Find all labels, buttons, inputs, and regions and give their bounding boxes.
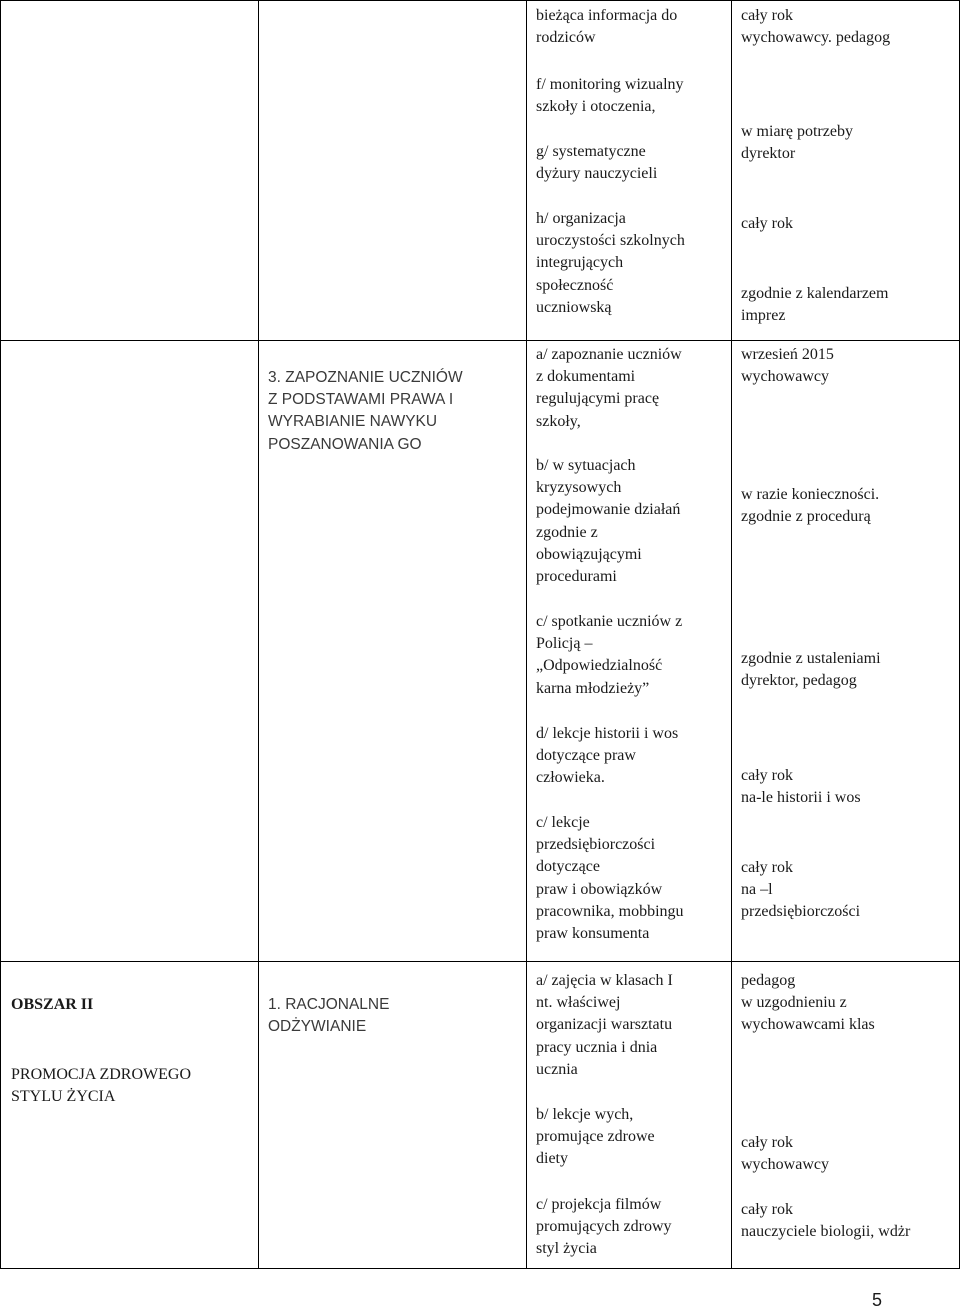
row3-activity-1: b/ lekcje wych, promujące zdrowe diety (536, 1106, 655, 1168)
row1-term-1: w miarę potrzeby dyrektor (741, 123, 853, 163)
row3-activity-2: c/ projekcja filmów promujących zdrowy styl życia (536, 1196, 672, 1258)
row1-term-3: zgodnie z kalendarzem imprez (741, 285, 889, 325)
row2-term-1: w razie konieczności. zgodnie z procedurą (741, 486, 880, 526)
row-border-top (0, 0, 960, 1)
row1-term-2: cały rok (741, 215, 793, 232)
row2-activity-0: a/ zapoznanie uczniów z dokumentami regulującymi pracę szkoły, (536, 346, 682, 430)
row2-term-2: zgodnie z ustaleniami dyrektor, pedagog (741, 650, 881, 690)
col-border-left (0, 0, 1, 1269)
row2-activity-1: b/ w sytuacjach kryzysowych podejmowanie działań zgodnie z obowiązującymi procedurami (536, 457, 681, 586)
row-border-1 (0, 340, 960, 341)
area-title: OBSZAR II (11, 996, 94, 1013)
row2-activity-2: c/ spotkanie uczniów z Policją – „Odpowiedzialność karna młodzieży” (536, 613, 683, 697)
row3-activity-0: a/ zajęcia w klasach I nt. właściwej organizacji warsztatu pracy ucznia i dnia ucznia (536, 972, 673, 1078)
row2-task-title: 3. ZAPOZNANIE UCZNIÓW Z PODSTAWAMI PRAWA I WYRABIANIE NAWYKU POSZANOWANIA GO (268, 369, 463, 453)
row-border-2 (0, 961, 960, 962)
row1-term-0: cały rok wychowawcy. pedagog (741, 7, 891, 47)
row1-activity-3: h/ organizacja uroczystości szkolnych integrujących społeczność uczniowską (536, 210, 685, 316)
page-number: 5 (872, 1290, 883, 1310)
row3-task-title: 1. RACJONALNE ODŻYWIANIE (268, 996, 390, 1036)
row2-term-3: cały rok na-le historii i wos (741, 767, 861, 807)
row3-term-2: cały rok nauczyciele biologii, wdżr (741, 1201, 911, 1241)
row-border-bottom (0, 1268, 960, 1269)
row1-activity-0: bieżąca informacja do rodziców (536, 7, 678, 47)
area-subtitle: PROMOCJA ZDROWEGO STYLU ŻYCIA (11, 1066, 192, 1106)
col-border-1 (258, 0, 259, 1269)
row1-activity-2: g/ systematyczne dyżury nauczycieli (536, 143, 658, 183)
row2-term-4: cały rok na –l przedsiębiorczości (741, 859, 861, 921)
row2-activity-3: d/ lekcje historii i wos dotyczące praw człowieka. (536, 725, 679, 787)
row2-activity-4: c/ lekcje przedsiębiorczości dotyczące praw i obowiązków pracownika, mobbingu praw konsumenta (536, 814, 684, 943)
row3-term-1: cały rok wychowawcy (741, 1134, 829, 1174)
row1-activity-1: f/ monitoring wizualny szkoły i otoczenia, (536, 76, 684, 116)
col-border-2 (526, 0, 527, 1269)
row2-term-0: wrzesień 2015 wychowawcy (741, 346, 834, 386)
row3-term-0: pedagog w uzgodnieniu z wychowawcami klas (741, 972, 875, 1034)
col-border-3 (731, 0, 732, 1269)
